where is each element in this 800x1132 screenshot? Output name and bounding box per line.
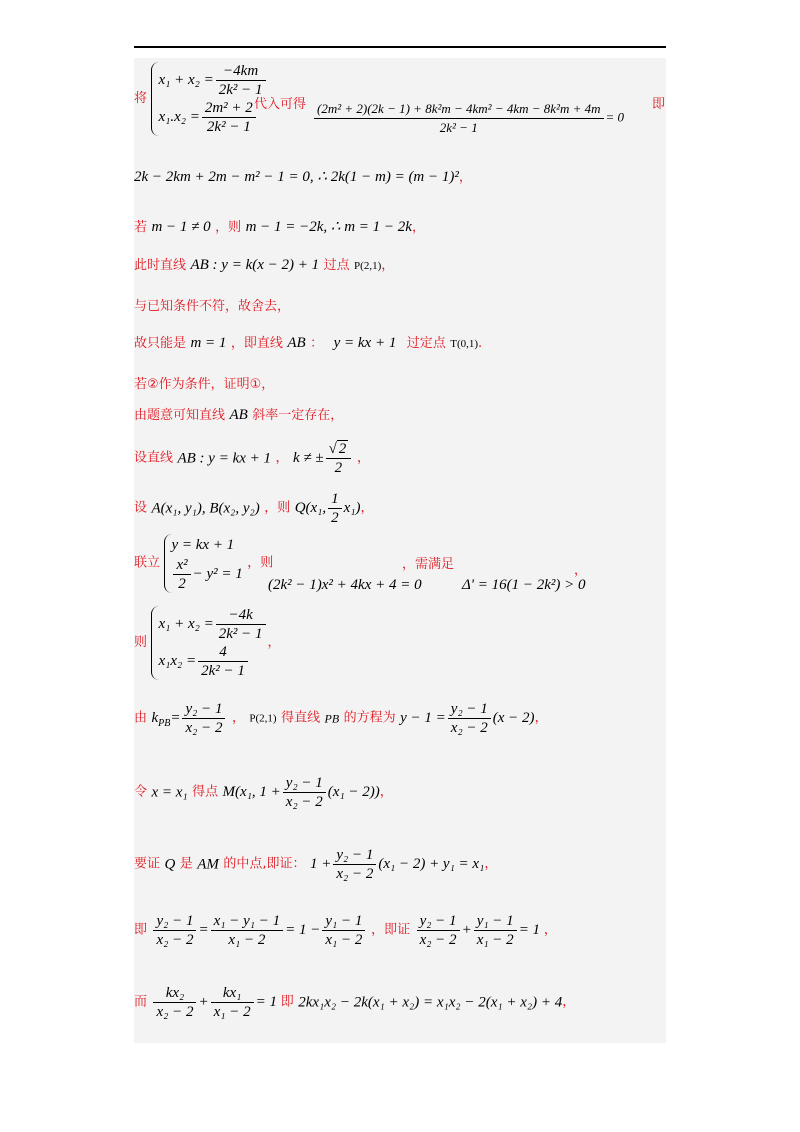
line-6: 故只能是 m = 1 ，即直线 AB ： y = kx + 1 过定点 T(0,1). bbox=[134, 335, 483, 351]
equation-m: m − 1 = −2k, ∴ m = 1 − 2k bbox=[245, 219, 412, 235]
discriminant: Δ' = 16(1 − 2k²) > 0 bbox=[462, 577, 586, 593]
equation-chain: $\frac{\text{y₂ − 1}}{\text{x₂ − 2}}$ = $\frac{\text{x₁ − y₁ − 1}}{\text{x₁ − 2}}$ = 1 − $\frac{\text{y₁ − 1}}{\text{x₁ − 2}}$ bbox=[151, 922, 371, 938]
points-a-b: A(x₁, y₁), B(x₂, y₂) bbox=[151, 500, 260, 517]
text-substitute: 代入可得 bbox=[254, 97, 307, 112]
line-15: 要证 Q 是 AM 的中点,即证： 1 + $\frac{\text{y₂ − 1}}{\text{x₂ − 2}}$ (x₁ − 2) + y₁ = x₁， bbox=[134, 847, 498, 882]
line-pb-equation: y − 1 = $\frac{\text{y₂ − 1}}{\text{x₂ − 2}}$ (x − 2) bbox=[400, 701, 535, 736]
point-q: Q(x₁, $\frac{1}{2}$ x₁) bbox=[294, 491, 361, 526]
equation-big-fraction: $\frac{\text{(2m² + 2)(2k − 1) + 8k²m − 4km² − 4km − 8k²m + 4m}}{\text{2k² − 1}}$ = 0 bbox=[312, 100, 624, 137]
quadratic-equation: (2k² − 1)x² + 4kx + 4 = 0 bbox=[268, 577, 422, 593]
text-ji: 即 bbox=[652, 97, 666, 112]
line-9: 设直线 AB : y = kx + 1 ， k ≠ ± $\frac{√ 2}{2}$ ， bbox=[134, 441, 371, 476]
line-11: 联立 y = kx + 1 $\frac{\text{x²}}{2}$ − y² = 1 ，则 bbox=[134, 534, 273, 593]
final-equation: 2kx₁x₂ − 2k(x₁ + x₂) = x₁x₂ − 2(x₁ + x₂) + 4 bbox=[298, 994, 563, 1011]
line-14: 令 x = x₁ 得点 M(x₁, 1 + $\frac{\text{y₂ − 1}}{\text{x₂ − 2}}$ (x₁ − 2))， bbox=[134, 775, 393, 810]
k-condition: k ≠ ± $\frac{√ 2}{2}$ bbox=[293, 450, 357, 466]
equation-k-m: 2k − 2km + 2m − m² − 1 = 0, ∴ 2k(1 − m) = (m − 1)² bbox=[134, 169, 459, 185]
equation-system-hyperbola: y = kx + 1 $\frac{\text{x²}}{2}$ − y² = 1 bbox=[164, 534, 242, 593]
condition-m: m − 1 ≠ 0 bbox=[151, 219, 211, 235]
line-10: 设 A(x₁, y₁), B(x₂, y₂) ，则 Q(x₁, $\frac{1}{2}$ x₁)， bbox=[134, 491, 374, 526]
equation-system-vieta: x₁ + x₂ = $\frac{-4km}{\text{2k² − 1}}$ x₁.x₂ = $\frac{\text{2m² + 2}}{\text{2k² − 1}}$ bbox=[151, 62, 267, 136]
line-12: 则 x₁ + x₂ = $\frac{-4k}{\text{2k² − 1}}$ x₁x₂ = $\frac{4}{\text{2k² − 1}}$ ， bbox=[134, 607, 281, 679]
line-16: 即 $\frac{\text{y₂ − 1}}{\text{x₂ − 2}}$ = $\frac{\text{x₁ − y₁ − 1}}{\text{x₁ − 2}}$ = 1 − $\frac{\text{y₁ − 1}}{\text{x₁ − 2}}$ ，即证 $\frac{\text{y₂ − 1}}{\text{x₂ − 2}}$ + $\frac{\text{y₁ − 1}}{\text{x₁ − 2}}$ = 1 ， bbox=[134, 913, 557, 948]
text-jiang: 将 bbox=[134, 91, 148, 106]
line-5: 与已知条件不符，故舍去， bbox=[134, 299, 291, 314]
equation-system-vieta-2: x₁ + x₂ = $\frac{-4k}{\text{2k² − 1}}$ x₁x₂ = $\frac{4}{\text{2k² − 1}}$ bbox=[151, 606, 267, 680]
point-t: T(0,1) bbox=[450, 338, 479, 350]
line-4: 此时直线 AB : y = k(x − 2) + 1 过点 P(2,1)， bbox=[134, 257, 395, 273]
line-7: 若②作为条件，证明①， bbox=[134, 377, 275, 392]
line-17: 而 $\frac{\text{kx₂}}{\text{x₂ − 2}}$ + $\frac{\text{kx₁}}{\text{x₁ − 2}}$ = 1 即 2kx₁x₂ − 2k(x₁ + x₂) = x₁x₂ − 2(x₁ + x₂) + 4， bbox=[134, 985, 576, 1020]
line-fixed-equation: y = kx + 1 bbox=[333, 335, 397, 351]
equation-to-prove: $\frac{\text{y₂ − 1}}{\text{x₂ − 2}}$ + $\frac{\text{y₁ − 1}}{\text{x₁ − 2}}$ = 1 bbox=[415, 922, 544, 938]
slope-pb: $k_{PB}=$ $\frac{\text{y₂ − 1}}{\text{x₂ − 2}}$ bbox=[151, 710, 227, 726]
line-13: 由 $k_{PB}=$ $\frac{\text{y₂ − 1}}{\text{x₂ − 2}}$ ， P(2,1) 得直线 PB 的方程为 y − 1 = $\frac{\text{y₂ − 1}}{\text{x₂ − 2}}$ (x − 2)， bbox=[134, 701, 548, 736]
line-1 bbox=[134, 62, 268, 136]
line-ab-equation: AB : y = k(x − 2) + 1 bbox=[190, 257, 320, 273]
line-2: 2k − 2km + 2m − m² − 1 = 0, ∴ 2k(1 − m) = (m − 1)²， bbox=[134, 169, 472, 185]
line-3: 若 m − 1 ≠ 0 ，则 m − 1 = −2k, ∴ m = 1 − 2k， bbox=[134, 219, 425, 235]
equation-kx: $\frac{\text{kx₂}}{\text{x₂ − 2}}$ + $\frac{\text{kx₁}}{\text{x₁ − 2}}$ = 1 bbox=[151, 994, 280, 1010]
line-8: 由题意可知直线 AB 斜率一定存在， bbox=[134, 407, 344, 423]
text-need-satisfy: ，需满足 bbox=[402, 557, 455, 572]
header-rule bbox=[134, 46, 666, 48]
point-m: M(x₁, 1 + $\frac{\text{y₂ − 1}}{\text{x₂ − 2}}$ (x₁ − 2)) bbox=[222, 775, 380, 810]
midpoint-equation: 1 + $\frac{\text{y₂ − 1}}{\text{x₂ − 2}}$ (x₁ − 2) + y₁ = x₁ bbox=[309, 847, 485, 882]
point-p: P(2,1) bbox=[354, 260, 382, 272]
